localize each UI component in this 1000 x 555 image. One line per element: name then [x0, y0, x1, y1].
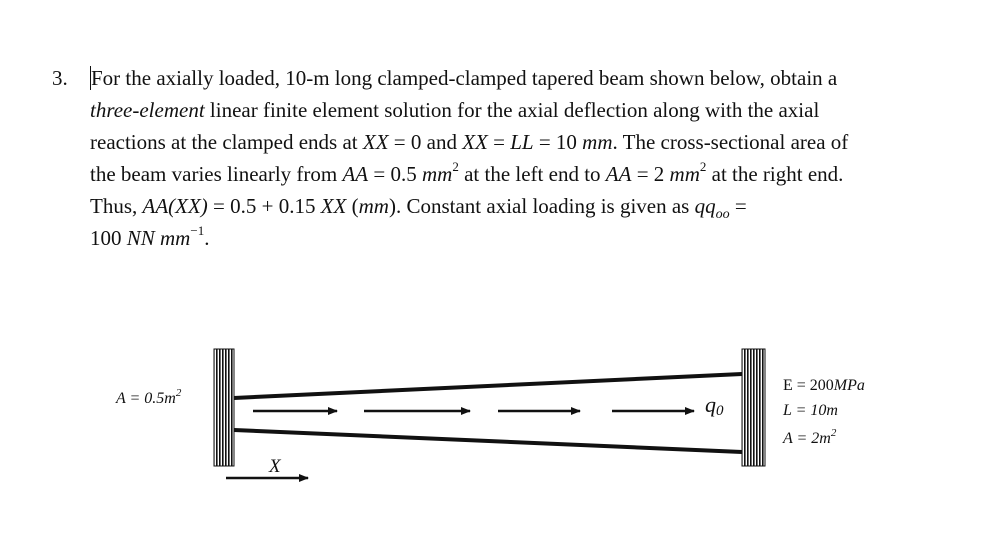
unit-mm-1: mm — [421, 162, 453, 186]
var-qq: qq — [694, 194, 716, 218]
line5-end: = — [729, 194, 747, 218]
var-xx-2: XX — [462, 130, 488, 154]
beam-bottom-edge — [234, 430, 742, 452]
sup-2-2: 2 — [699, 159, 707, 174]
line3-eq2: = — [487, 130, 511, 154]
unit-mm-4: mm — [154, 226, 191, 250]
line6-end: . — [204, 226, 210, 250]
line1-text: For the axially loaded, 10-m long clamped-clamped tapered beam shown below, obtain a — [91, 66, 838, 90]
unit-mm: mm — [582, 130, 613, 154]
area-function: AA(XX) — [142, 194, 208, 218]
line4-eq1: = 0.5 — [368, 162, 422, 186]
load-label: q0 — [705, 392, 724, 419]
line6-text-a: 100 — [90, 226, 127, 250]
line4-text-a: the beam varies linearly from — [90, 162, 343, 186]
line3-eq1: = 0 and — [388, 130, 463, 154]
unit-mm-2: mm — [669, 162, 700, 186]
x-axis-label: X — [269, 456, 281, 477]
line5-paren: ( — [346, 194, 359, 218]
line5-text-a: Thus, — [90, 194, 143, 218]
line4-text-b: at the left end to — [458, 162, 606, 186]
line5-eq: = 0.5 + 0.15 — [207, 194, 321, 218]
line2-text: linear finite element solution for the axial deflection along with the axial — [204, 98, 820, 122]
beam-top-edge — [234, 374, 742, 398]
var-xx-3: XX — [320, 194, 347, 218]
sub-oo: oo — [715, 207, 730, 223]
length-label: L = 10m — [783, 402, 838, 419]
var-aa-1: AA — [342, 162, 369, 186]
sup-minus-1: −1 — [190, 223, 205, 238]
left-area-label: $A = 0.5m^2$ — [116, 387, 182, 407]
left-clamp-wall — [214, 349, 234, 466]
line3-text-b: . The cross-sectional area of — [612, 130, 849, 154]
line4-text-c: at the right end. — [706, 162, 844, 186]
var-xx-1: XX — [362, 130, 389, 154]
modulus-label: E = 200MPa — [783, 377, 865, 394]
sup-2-1: 2 — [452, 159, 459, 174]
line3-text-a: reactions at the clamped ends at — [90, 130, 363, 154]
line3-eq3: = 10 — [533, 130, 583, 154]
unit-nn: NN — [126, 226, 155, 250]
line4-eq2: = 2 — [631, 162, 670, 186]
three-element-emphasis: three-element — [90, 98, 205, 122]
var-ll: LL — [510, 130, 534, 154]
problem-number: 3. — [52, 66, 68, 90]
right-area-label: $A = 2m^2$ — [783, 427, 837, 447]
line5-text-b: ). Constant axial loading is given as — [388, 194, 695, 218]
var-aa-2: AA — [605, 162, 632, 186]
unit-mm-3: mm — [358, 194, 389, 218]
right-clamp-wall — [742, 349, 765, 466]
